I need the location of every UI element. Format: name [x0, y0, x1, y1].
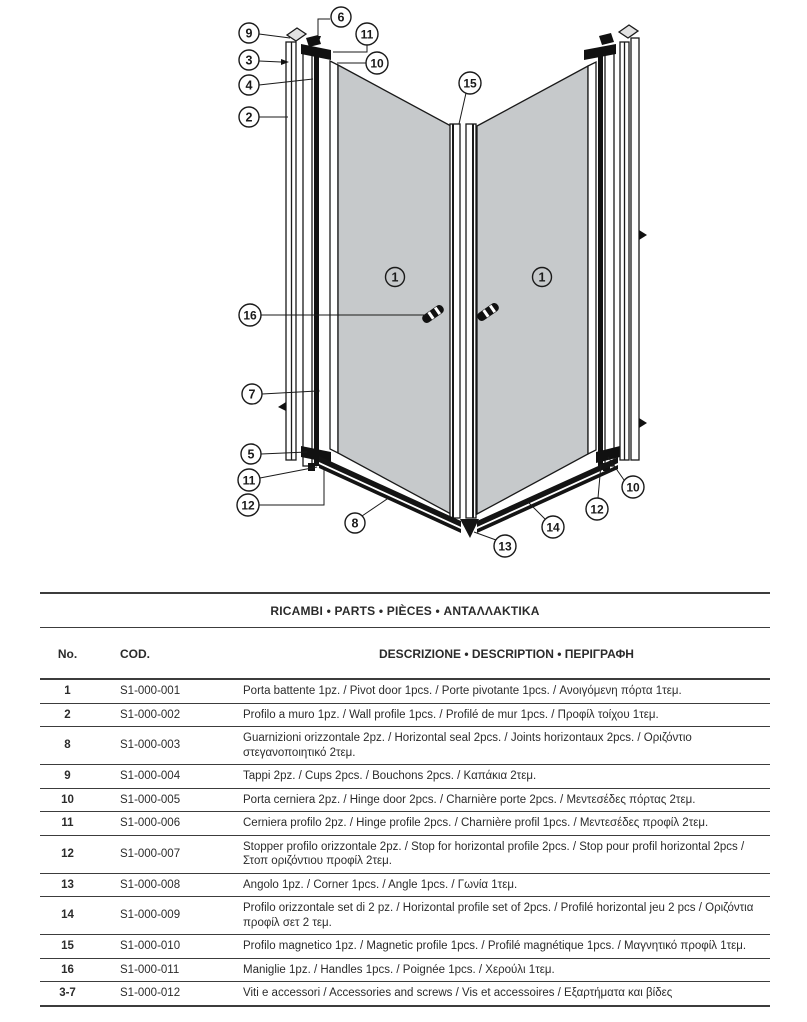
right-cap: [619, 25, 638, 38]
part-code: S1-000-006: [95, 812, 243, 836]
table-row: [40, 812, 770, 836]
part-no: 1: [40, 679, 95, 703]
callout-10-top: [366, 52, 388, 74]
right-wall-profile: [619, 25, 647, 460]
callout-5: [241, 444, 261, 464]
table-row: [40, 935, 770, 959]
part-code: S1-000-010: [95, 935, 243, 959]
callout-14: [542, 516, 564, 538]
part-description: Cerniera profilo 2pz. / Hinge profile 2pcs. / Charnière profil 1pcs. / Μεντεσέδες προφίλ 2τεμ.: [243, 812, 770, 836]
table-row: [40, 788, 770, 812]
svg-text:11: 11: [242, 473, 256, 488]
left-wall-profile: [278, 28, 306, 460]
right-glass: [477, 66, 588, 514]
part-code: S1-000-005: [95, 788, 243, 812]
svg-text:11: 11: [360, 27, 374, 42]
svg-text:10: 10: [626, 480, 640, 495]
parts-table: [40, 628, 770, 1007]
callout-2: [239, 107, 259, 127]
callout-15: [459, 72, 481, 94]
svg-text:6: 6: [337, 10, 345, 25]
part-code: S1-000-011: [95, 958, 243, 982]
column-header-description: DESCRIZIONE • DESCRIPTION • ΠΕΡΙΓΡΑΦΗ: [243, 628, 770, 679]
svg-text:4: 4: [245, 78, 253, 93]
part-code: S1-000-008: [95, 873, 243, 897]
svg-text:16: 16: [243, 308, 257, 323]
callout-13: [494, 535, 516, 557]
svg-text:13: 13: [498, 539, 512, 554]
callout-6: [331, 7, 351, 27]
part-description: Profilo a muro 1pz. / Wall profile 1pcs. / Profilé de mur 1pcs. / Προφίλ τοίχου 1τεμ.: [243, 703, 770, 727]
svg-text:2: 2: [245, 110, 253, 125]
parts-table-title: RICAMBI • PARTS • PIÈCES • ΑΝΤΑΛΛΑΚΤΙΚΑ: [40, 592, 770, 628]
part-no: 14: [40, 897, 95, 935]
svg-text:14: 14: [546, 520, 560, 535]
table-row: [40, 873, 770, 897]
part-no: 8: [40, 727, 95, 765]
svg-text:5: 5: [247, 447, 255, 462]
svg-text:10: 10: [370, 56, 384, 71]
part-no: 16: [40, 958, 95, 982]
callout-11-bottom: [238, 469, 260, 491]
part-code: S1-000-001: [95, 679, 243, 703]
right-wall-tab-1: [639, 230, 647, 240]
left-wall-tab: [278, 402, 286, 411]
part-no: 12: [40, 835, 95, 873]
part-no: 15: [40, 935, 95, 959]
callout-1-left: [386, 268, 405, 287]
part-description: Viti e accessori / Accessories and screws / Vis et accessoires / Εξαρτήματα και βίδες: [243, 982, 770, 1006]
left-glass: [338, 65, 451, 514]
part-description: Porta cerniera 2pz. / Hinge door 2pcs. / Charnière porte 2pcs. / Μεντεσέδες πόρτας 2τεμ.: [243, 788, 770, 812]
table-row: [40, 958, 770, 982]
part-no: 11: [40, 812, 95, 836]
left-pivot-door: [330, 61, 451, 514]
svg-text:3: 3: [245, 53, 253, 68]
callout-10-bottom-right: [622, 476, 644, 498]
svg-text:1: 1: [538, 270, 546, 285]
magnetic-profiles: [450, 124, 476, 518]
svg-text:12: 12: [241, 498, 255, 513]
part-description: Stopper profilo orizzontale 2pz. / Stop for horizontal profile 2pcs. / Stop pour profil horizontal 2pcs / Στοπ οριζόντιου προφίλ 2τεμ.: [243, 835, 770, 873]
right-wall-tab-2: [639, 418, 647, 428]
part-code: S1-000-003: [95, 727, 243, 765]
svg-text:8: 8: [351, 516, 359, 531]
part-description: Porta battente 1pz. / Pivot door 1pcs. / Porte pivotante 1pcs. / Ανοιγόμενη πόρτα 1τεμ.: [243, 679, 770, 703]
table-row: [40, 982, 770, 1006]
part-code: S1-000-007: [95, 835, 243, 873]
callout-11-top: [356, 23, 378, 45]
callout-1-right: [533, 268, 552, 287]
svg-text:15: 15: [463, 76, 477, 91]
svg-text:9: 9: [245, 26, 253, 41]
part-description: Profilo orizzontale set di 2 pz. / Horizontal profile set of 2pcs. / Profilé horizontal jeu 2 pcs / Οριζόντια προφίλ σετ 2 τεμ.: [243, 897, 770, 935]
callout-7: [242, 384, 262, 404]
svg-text:7: 7: [248, 387, 256, 402]
part-description: Guarnizioni orizzontale 2pz. / Horizontal seal 2pcs. / Joints horizontaux 2pcs. / Οριζόντιο στεγανοποιητικό 2τεμ.: [243, 727, 770, 765]
column-header-cod: COD.: [95, 628, 243, 679]
table-row: [40, 703, 770, 727]
part-code: S1-000-004: [95, 765, 243, 789]
callout-9: [239, 23, 259, 43]
left-door-profile: [301, 35, 331, 471]
callout-16: [239, 304, 261, 326]
part-code: S1-000-012: [95, 982, 243, 1006]
svg-text:12: 12: [590, 502, 604, 517]
callout-8: [345, 513, 365, 533]
callout-12-bottom-right: [586, 498, 608, 520]
table-row: [40, 835, 770, 873]
corner-piece: [460, 519, 479, 538]
part-description: Maniglie 1pz. / Handles 1pcs. / Poignée 1pcs. / Χερούλι 1τεμ.: [243, 958, 770, 982]
column-header-no: No.: [40, 628, 95, 679]
parts-table-section: [40, 592, 770, 1007]
table-row: [40, 765, 770, 789]
part-no: 2: [40, 703, 95, 727]
svg-text:1: 1: [391, 270, 399, 285]
part-no: 13: [40, 873, 95, 897]
right-pivot-door: [477, 62, 596, 514]
part-no: 3-7: [40, 982, 95, 1006]
parts-table-header-row: [40, 628, 770, 679]
callout-4: [239, 75, 259, 95]
part-no: 9: [40, 765, 95, 789]
part-description: Profilo magnetico 1pz. / Magnetic profile 1pcs. / Profilé magnétique 1pcs. / Μαγνητικό προφίλ 1τεμ.: [243, 935, 770, 959]
part-code: S1-000-009: [95, 897, 243, 935]
table-row: [40, 727, 770, 765]
part-description: Tappi 2pz. / Cups 2pcs. / Bouchons 2pcs. / Καπάκια 2τεμ.: [243, 765, 770, 789]
callout-3: [239, 50, 259, 70]
part-no: 10: [40, 788, 95, 812]
callout-12-bottom-left: [237, 494, 259, 516]
table-row: [40, 897, 770, 935]
left-cap: [287, 28, 306, 41]
table-row: [40, 679, 770, 703]
part-description: Angolo 1pz. / Corner 1pcs. / Angle 1pcs. / Γωνία 1τεμ.: [243, 873, 770, 897]
part-code: S1-000-002: [95, 703, 243, 727]
